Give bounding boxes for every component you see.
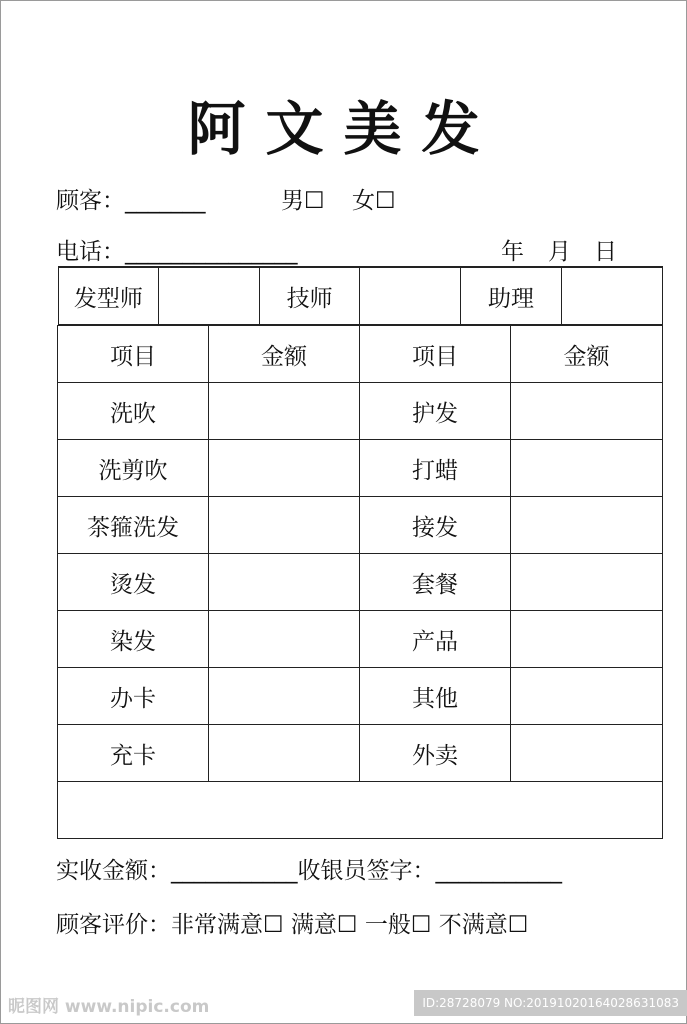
service-item-right: 其他 [360, 668, 511, 725]
service-item-left: 烫发 [58, 554, 209, 611]
gender-male-option: 男☐ [281, 188, 325, 214]
service-table [57, 266, 663, 839]
header-row [58, 326, 663, 383]
service-item-right: 打蜡 [360, 440, 511, 497]
service-amount-right [511, 497, 663, 554]
service-row [58, 440, 663, 497]
service-row [58, 383, 663, 440]
service-row [58, 611, 663, 668]
image-id-watermark: ID:28728079 NO:20191020164028631083 [414, 990, 687, 1016]
shop-title: 阿文美发 [187, 95, 500, 163]
header-amount-left: 金额 [209, 326, 360, 383]
service-row [58, 554, 663, 611]
assistant-label: 助理 [461, 268, 562, 325]
service-item-right: 套餐 [360, 554, 511, 611]
date-month-label: 月 [548, 239, 571, 265]
service-amount-left [209, 440, 360, 497]
service-amount-right [511, 611, 663, 668]
site-watermark: 昵图网 www.nipic.com [8, 997, 210, 1017]
service-row [58, 725, 663, 782]
service-row [58, 668, 663, 725]
header-amount-right: 金额 [511, 326, 663, 383]
stylist-label: 发型师 [58, 268, 159, 325]
service-item-right: 产品 [360, 611, 511, 668]
phone-field: 电话：_______________ [56, 239, 298, 265]
header-item-right: 项目 [360, 326, 511, 383]
staff-row [58, 267, 663, 326]
totals-and-cashier-line: 实收金额：___________收银员签字：___________ [56, 858, 562, 884]
service-amount-left [209, 497, 360, 554]
service-amount-left [209, 554, 360, 611]
service-rows [58, 383, 663, 782]
service-amount-right [511, 440, 663, 497]
stylist-value-cell [159, 268, 260, 325]
customer-name-field: 顾客：_______ [56, 188, 206, 214]
blank-footer-row [58, 782, 663, 839]
header-item-left: 项目 [58, 326, 209, 383]
technician-label: 技师 [259, 268, 360, 325]
service-amount-left [209, 668, 360, 725]
assistant-value-cell [561, 268, 662, 325]
date-day-label: 日 [594, 239, 617, 265]
service-amount-right [511, 383, 663, 440]
service-item-left: 办卡 [58, 668, 209, 725]
service-item-left: 洗剪吹 [58, 440, 209, 497]
service-row [58, 497, 663, 554]
customer-rating-line: 顾客评价：非常满意☐ 满意☐ 一般☐ 不满意☐ [56, 912, 529, 938]
service-item-left: 茶箍洗发 [58, 497, 209, 554]
service-amount-left [209, 725, 360, 782]
service-item-right: 护发 [360, 383, 511, 440]
service-amount-left [209, 383, 360, 440]
service-amount-left [209, 611, 360, 668]
service-amount-right [511, 668, 663, 725]
service-item-left: 充卡 [58, 725, 209, 782]
service-item-right: 接发 [360, 497, 511, 554]
service-amount-right [511, 725, 663, 782]
blank-footer-cell [58, 782, 663, 839]
service-amount-right [511, 554, 663, 611]
service-item-right: 外卖 [360, 725, 511, 782]
technician-value-cell [360, 268, 461, 325]
gender-female-option: 女☐ [352, 188, 396, 214]
date-year-label: 年 [501, 239, 524, 265]
service-item-left: 洗吹 [58, 383, 209, 440]
service-item-left: 染发 [58, 611, 209, 668]
